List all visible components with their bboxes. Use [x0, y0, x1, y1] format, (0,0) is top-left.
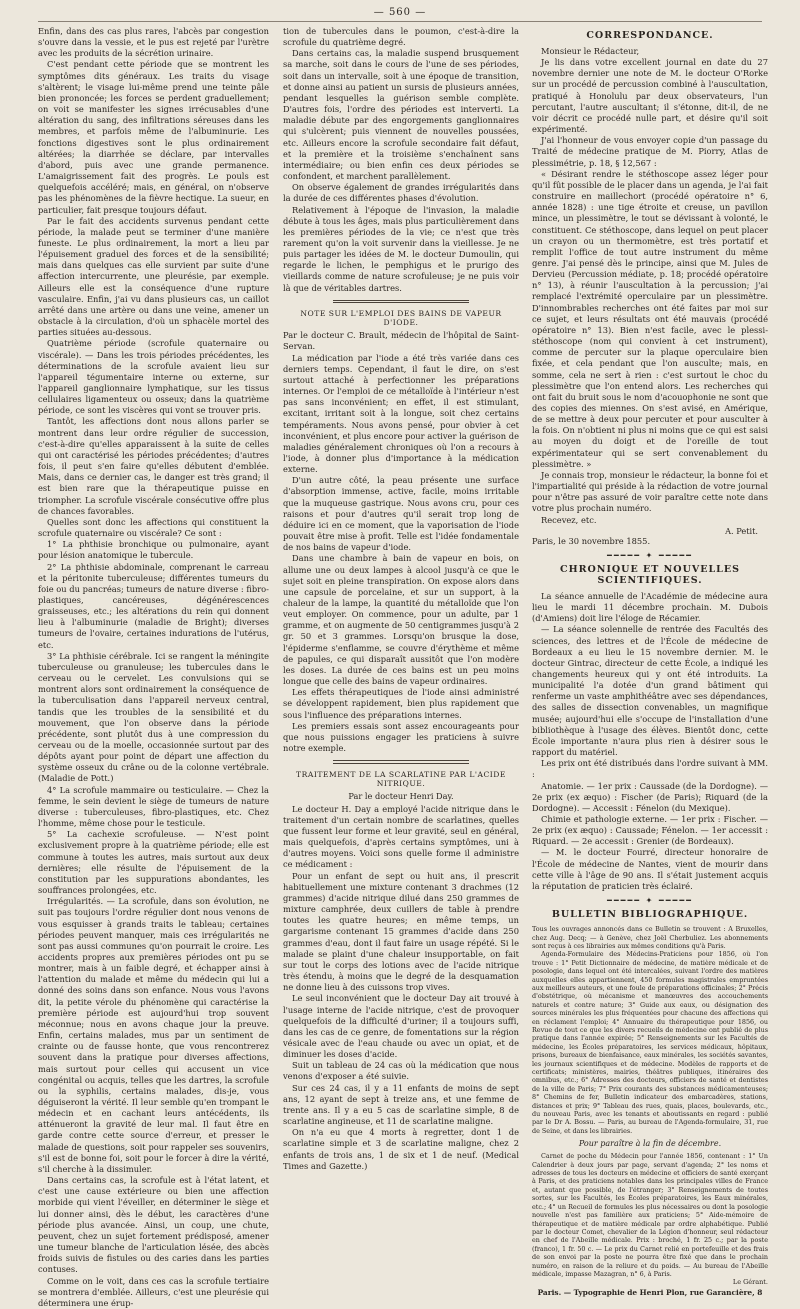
paragraph: Enfin, dans des cas plus rares, l'abcès par congestion s'ouvre dans la vessie, et le pus est rejeté par l'urètre avec les produits de la sécrétion urinaire.: [38, 26, 269, 59]
section-heading-bulletin: BULLETIN BIBLIOGRAPHIQUE.: [551, 909, 749, 921]
paragraph: C'est pendant cette période que se montrent les symptômes dits généraux. Les traits du visage s'altèrent; le visage lui-même prend une teinte pâle bien prononcée; les forces se perdent graduellement; on voit se manifester les signes irrécusables d'une altération du sang, des infiltrations séreuses dans les membres, et parfois même de l'albuminurie. Les fonctions digestives sont le plus ordinairement altérées; la diarrhée se déclare, par intervalles d'abord, puis avec une grande permanence. L'amaigrissement fait des progrès. Le pouls est quelquefois accéléré; mais, en général, on n'observe pas les phénomènes de la fièvre hectique. La sueur, en particulier, fait presque toujours défaut.: [38, 59, 269, 215]
paragraph: Comme on le voit, dans ces cas la scrofule tertiaire se montrera d'emblée. Ailleurs, c'est une pleurésie qui déterminera une érup-: [38, 1275, 269, 1308]
paragraph: Le seul inconvénient que le docteur Day ait trouvé à l'usage interne de l'acide nitrique, c'est de provoquer quelquefois de la difficulté d'uriner; il a toujours suffi, dans les cas de ce genre, de fomentations sur la région vésicale avec de l'eau chaude ou avec un opiat, et de diminuer les doses d'acide.: [283, 993, 519, 1060]
paragraph: Les effets thérapeutiques de l'iode ainsi administré se développent rapidement, bien plus rapidement que sous l'influence des préparations internes.: [283, 687, 519, 720]
paragraph: Je lis dans votre excellent journal en date du 27 novembre dernier une note de M. le docteur O'Rorke sur un procédé de percussion combiné à l'auscultation, pratiqué à Honolulu par deux observateurs, l'un percutant, l'autre auscultant; il s'étonne, dit-il, de ne voir décrit ce procédé nulle part, et désire qu'il soit expérimenté.: [532, 57, 768, 135]
salutation: Monsieur le Rédacteur,: [541, 46, 640, 56]
paragraph: 2° La phthisie abdominale, comprenant le carreau et la péritonite tuberculeuse; différentes tumeurs du foie ou du pancréas; tumeurs de nature diverse : fibro-plastiques, cancéreuses, dégénérescences graisseuses, etc.; les altérations du rein qui donnent lieu à l'albuminurie (maladie de Bright); diverses tumeurs de l'ovaire, certaines indurations de l'utérus, etc.: [38, 561, 269, 650]
article-heading-iode: NOTE SUR L'EMPLOI DES BAINS DE VAPEUR D'IODE.: [300, 309, 502, 328]
paragraph: Tantôt, les affections dont nous allons parler se montrent dans leur ordre régulier de succession, c'est-à-dire qu'elles apparaissent à la suite de celles qui ont caractérisé les périodes précédentes; d'autres fois, il peut s'en faire qu'elles débutent d'emblée. Mais, dans ce dernier cas, le danger est très grand; il est bien rare que la thérapeutique puisse en triompher. La scrofule viscérale consécutive offre plus de chances favorables.: [38, 416, 269, 516]
paragraph: Les premiers essais sont assez encourageants pour que nous puissions engager les praticiens à suivre notre exemple.: [283, 720, 519, 754]
page-number: — 560 —: [373, 7, 427, 18]
closing: Recevez, etc.: [541, 514, 597, 525]
paragraph: On observe également de grandes irrégularités dans la durée de ces différentes phases d'évolution.: [283, 182, 519, 204]
imprint: Paris. — Typographie de Henri Plon, rue Garancière, 8: [537, 1288, 763, 1298]
forthcoming-notice: Pour paraître à la fin de décembre.: [578, 1139, 722, 1149]
paragraph: Dans certains cas, la scrofule est à l'état latent, et c'est une cause extérieure ou bien une affection morbide qui vient l'éveiller, en déterminer le siège et lui donner ainsi, dès le début, les caractères d'une période plus avancée. Ainsi, un coup, une chute, peuvent, chez un sujet fortement prédisposé, amener une tumeur blanche de l'articulation lésée, des abcès froids suivis de fistules ou des caries dans les parties contuses.: [38, 1175, 269, 1275]
paragraph: Je connais trop, monsieur le rédacteur, la bonne foi et l'impartialité qui préside à la rédaction de votre journal pour n'être pas assuré de voir paraître cette note dans votre plus prochain numéro.: [532, 469, 768, 514]
paragraph: — M. le docteur Fourré, directeur honoraire de l'École de médecine de Nantes, vient de mourir dans cette ville à l'âge de 90 ans. Il s'était justement acquis la réputation de praticien très éclairé.: [532, 847, 768, 891]
paragraph: Sur ces 24 cas, il y a 11 enfants de moins de sept ans, 12 ayant de sept à treize ans, et une femme de trente ans. Il y a eu 5 cas de scarlatine simple, 8 de scarlatine angineuse, et 11 de scarlatine maligne.: [283, 1082, 519, 1127]
section-heading-correspondance: CORRESPONDANCE.: [586, 30, 714, 41]
paragraph: D'un autre côté, la peau présente une surface d'absorption immense, active, facile, moins irritable que la muqueuse gastrique. Nous avons cru, pour ces raisons et pour d'autres qu'il serait trop long de déduire ici en ce moment, que la vaporisation de l'iode pouvait être mise à profit. Telle est l'idée fondamentale de nos bains de vapeur d'iode.: [283, 475, 519, 553]
paragraph: 3° La phthisie cérébrale. Ici se rangent la méningite tuberculeuse ou granuleuse; les tubercules dans le cerveau ou le cervelet. Les convulsions qui se montrent alors sont ordinairement la conséquence de la tuberculisation dans l'appareil nerveux central, tandis que les troubles de la sensibilité et du mouvement, que l'on observe dans la période précédente, sont plutôt dus à une compression du cerveau ou de la moelle, occasionnée surtout par des dépôts ayant pour point de départ une affection du système osseux du crâne ou de la colonne vertébrale. (Maladie de Pott.): [38, 650, 269, 784]
section-divider: [333, 300, 470, 304]
paragraph: — La séance solennelle de rentrée des Facultés des sciences, des lettres et de l'École de médecine de Bordeaux a eu lieu le 15 novembre dernier. M. le docteur Gintrac, directeur de cette École, a indiqué les changements heureux qui y ont été introduits. La municipalité l'a dotée d'un grand bâtiment qui renferme un vaste amphithéâtre avec ses dépendances, des salles de dissection convenables, un magnifique musée; aujourd'hui elle s'occupe de l'installation d'une bibliothèque à l'usage des élèves. Bientôt donc, cette École importante n'aura plus rien à désirer sous le rapport du matériel.: [532, 624, 768, 758]
paragraph: On n'a eu que 4 morts à regretter, dont 1 de scarlatine simple et 3 de scarlatine maligne, chez 2 enfants de trois ans, 1 de six et 1 de neuf. (Medical Times and Gazette.): [283, 1127, 519, 1171]
paragraph: La médication par l'iode a été très variée dans ces derniers temps. Cependant, il faut le dire, on s'est surtout attaché à perfectionner les préparations internes. Or l'emploi de ce métalloïde à l'intérieur n'est pas sans inconvénient; en effet, il est stimulant, excitant, irritant soit à la longue, soit chez certains tempéraments. Nous avons pensé, pour obvier à cet inconvénient, et plus encore pour activer la guérison de maladies généralement chroniques où l'on a recours à l'iode, à donner plus d'importance à la médication externe.: [283, 352, 519, 475]
paragraph: Relativement à l'époque de l'invasion, la maladie débute à tous les âges, mais plus particulièrement dans les premières périodes de la vie; ce n'est que très rarement qu'on la voit survenir dans la vieillesse. Je ne puis partager les idées de M. le docteur Dumoulin, qui regarde le lichen, le pemphigus et le prurigo des vieillards comme de nature scrofuleuse; je ne puis voir là que de véritables dartres.: [283, 204, 519, 293]
bulletin-entry: Agenda-Formulaire des Médecins-Praticiens pour 1856, où l'on trouve : 1° Petit Dictionnaire de médecine, de matière médicale et de posologie, dans lequel ont été intercalées, suivant l'ordre des matières auxquelles elles appartiennent, 450 formules magistrales empruntées aux meilleurs auteurs, et une foule de préparations officinales; 2° Précis d'obstétrique, où mécanisme et manœuvres des accouchements naturels et contre nature; 3° Guide aux eaux, ou désignation des sources minérales les plus fréquentées pour chacune des affections qui en réclament l'emploi; 4° Annuaire du thérapeutique pour 1856, ou Revue de tout ce que les divers recueils de médecine ont publié de plus pratique dans l'année expirée; 5° Renseignements sur les Facultés de médecine, les Écoles préparatoires, les services médicaux, hôpitaux, prisons, bureaux de bienfaisance, eaux minérales, les sociétés savantes, les journaux scientifiques et de médecine. Modèles de rapports et de certificats; ministères, mairies, théâtres publiques, itinéraires des omnibus, etc.; 6° Adresses des docteurs, officiers de santé et dentistes de la ville de Paris; 7° Prix courants des substances médicamenteuses; 8° Chemins de fer, Bulletin indicateur des embarcadères, stations, distances et prix; 9° Tableau des rues, quais, places, boulevards, etc., du nouveau Paris, avec les tenants et aboutissants en regard : publié par le Dr A. Bossu. — Paris, au bureau de l'Agenda-formulaire, 31, rue de Seine, et dans les librairies.: [532, 950, 768, 1135]
header-rule: [38, 21, 762, 22]
section-divider: [333, 760, 470, 764]
gerant-label: Le Gérant.: [732, 1278, 768, 1287]
paragraph: La séance annuelle de l'Académie de médecine aura lieu le mardi 11 décembre prochain. M. Dubois (d'Amiens) doit lire l'éloge de Récamier.: [532, 590, 768, 624]
article-byline: Par le docteur C. Brault, médecin de l'hôpital de Saint-Servan.: [283, 330, 519, 352]
paragraph: Par le fait des accidents survenus pendant cette période, la malade peut se terminer d'une manière funeste. Le plus ordinairement, la mort a lieu par l'épuisement graduel des forces et de la sensibilité; mais dans quelques cas elle survient par suite d'une affection intercurrente, une pleurésie, par exemple. Ailleurs elle est la conséquence d'une rupture vasculaire. Enfin, j'ai vu dans plusieurs cas, un caillot arrêté dans une artère ou dans une veine, amener un obstacle à la circulation, d'où un sphacèle mortel des parties situées au-dessous.: [38, 215, 269, 338]
section-heading-chronique: CHRONIQUE ET NOUVELLES SCIENTIFIQUES.: [560, 563, 740, 586]
paragraph: J'ai l'honneur de vous envoyer copie d'un passage du Traité de médecine pratique de M. Piorry, Atlas de plessimétrie, p. 18, § 12,567 :: [532, 135, 768, 168]
paragraph: Anatomie. — 1er prix : Caussade (de la Dordogne). — 2e prix (ex æquo) : Fischer (de Paris); Riquard (de la Dordogne). — Accessit : Fénelon (du Mexique).: [532, 780, 768, 813]
bulletin-entry: Carnet de poche du Médecin pour l'année 1856, contenant : 1° Un Calendrier à deux jours par page, servant d'agenda; 2° les noms et adresses de tous les docteurs en médecine et officiers de santé exerçant à Paris, et des praticiens notables dans les principales villes de France et, autant que possible, de l'étranger; 3° Renseignements de toutes sortes, sur les Facultés, les Écoles préparatoires, les Eaux minérales, etc.; 4° un Recueil de formules les plus nécessaires ou dont la posologie nouvelle n'est pas familière aux praticiens; 5° Aide-mémoire de thérapeutique et de matière médicale par ordre alphabétique. Publié par le docteur Comet, chevalier de la Légion d'honneur, seul rédacteur en chef de l'Abeille médicale. Prix : broché, 1 fr. 25 c.; par la poste (franco), 1 fr. 50 c. — Le prix du Carnet relié en portefeuille et des frais de son envoi par la poste ne pourra être fixé que dans le prochain numéro, en raison de la reliure et du poids. — Au bureau de l'Abeille médicale, impasse Mazagran, n° 6, à Paris.: [532, 1152, 768, 1278]
article-byline: Par le docteur Henri Day.: [348, 790, 454, 801]
column-left: [38, 26, 269, 1309]
article-heading-scarlatine: TRAITEMENT DE LA SCARLATINE PAR L'ACIDE NITRIQUE.: [296, 769, 506, 788]
paragraph: tion de tubercules dans le poumon, c'est-à-dire la scrofule du quatrième degré.: [283, 26, 519, 48]
paragraph: 5° La cachexie scrofuleuse. — N'est point exclusivement propre à la quatrième période; elle est commune à toutes les autres, mais surtout aux deux dernières; elle résulte de l'épuisement de la constitution par les suppurations abondantes, les souffrances prolongées, etc.: [38, 829, 269, 896]
bulletin-intro: Tous les ouvrages annoncés dans ce Bulletin se trouvent : A Bruxelles, chez Aug. Decq; — à Genève, chez Joël Cherbuliez. Les abonnements sont reçus à ces librairies aux mêmes conditions qu'à Paris.: [532, 925, 768, 950]
letter-date: Paris, le 30 novembre 1855.: [532, 535, 651, 546]
paragraph: Quelles sont donc les affections qui constituent la scrofule quaternaire ou viscérale? Ce sont :: [38, 516, 269, 539]
paragraph: Dans certains cas, la maladie suspend brusquement sa marche, soit dans le cours de l'une de ses périodes, soit dans un intervalle, soit à une époque de transition, et donne ainsi au patient un sursis de plusieurs années, pendant lesquelles la guérison semble complète. D'autres fois, l'ordre des périodes est interverti. La maladie débute par des engorgements ganglionnaires qui s'ulcèrent; puis viennent de nouvelles poussées, etc. Ailleurs encore la scrofule secondaire fait défaut, et la première et la troisième s'enchaînent sans intermédiaire; ou bien enfin ces deux périodes se confondent, et marchent parallèlement.: [283, 48, 519, 182]
column-right: [532, 26, 768, 1297]
signature: A. Petit.: [725, 525, 758, 536]
paragraph: Quatrième période (scrofule quaternaire ou viscérale). — Dans les trois périodes précédentes, les déterminations de la scrofule avaient lieu sur l'appareil tégumentaire interne ou externe, sur l'appareil ganglionnaire lymphatique, sur les tissus cellulaires ligamenteux ou osseux; dans la quatrième période, ce sont les viscères qui vont se trouver pris.: [38, 338, 269, 416]
ornament-divider: ━━━━━ ✦ ━━━━━: [607, 896, 693, 906]
paragraph: Les prix ont été distribués dans l'ordre suivant à MM. :: [532, 758, 768, 780]
paragraph: Le docteur H. Day a employé l'acide nitrique dans le traitement d'un certain nombre de scarlatines, quelles que fussent leur forme et leur gravité, seul en général, mais quelquefois, d'après certains symptômes, uni à d'autres moyens. Voici sons quelle forme il administre ce médicament :: [283, 803, 519, 870]
paragraph: Pour un enfant de sept ou huit ans, il prescrit habituellement une mixture contenant 3 drachmes (12 grammes) d'acide nitrique dilué dans 250 grammes de mixture camphrée, deux cuillers de table à prendre toutes les quatre heures; en même temps, un gargarisme contenant 15 grammes d'acide dans 250 grammes d'eau, dont il faut faire un usage répété. Si le malade se plaint d'une chaleur insupportable, on fait sur tout le corps des lotions avec de l'acide nitrique très étendu, à moins que le degré de la desquamation ne donne lieu à des cuissons trop vives.: [283, 870, 519, 993]
paragraph: 1° La phthisie bronchique ou pulmonaire, ayant pour lésion anatomique le tubercule.: [38, 539, 269, 561]
column-middle: [283, 26, 519, 1172]
ornament-divider: ━━━━━ ✦ ━━━━━: [607, 550, 693, 560]
paragraph: « Désirant rendre le stéthoscope assez léger pour qu'il fût possible de le placer dans un agenda, je l'ai fait construire en maillechort (procédé opératoire n° 6, année 1828) : une tige étroite et creuse, un pavillon mince, un plessimètre, le tout se dévissant à volonté, le constituent. Ce stéthoscope, dans lequel on peut placer un crayon ou un thermomètre, est très portatif et remplit l'office de tout autre instrument du même genre. J'ai pensé dès le principe, ainsi que M. Jules de Dervieu (Percussion médiate, p. 18; procédé opératoire n° 13), à réunir l'auscultation à la percussion; j'ai remplacé l'extrémité operculaire par un plessimètre. D'innombrables recherches ont été faites par moi sur ce sujet, et leurs résultats ont été mauvais (procédé opératoire n° 13). Bien n'est facile, avec le plessi-stéthoscope (nom qui convient à cet instrument), comme de percuter sur la plaque operculaire bien fixée, et cela pendant que l'on ausculte; mais, en somme, cela ne sert à rien : c'est surtout le choc du plessimètre que l'on entend alors. Les recherches qui ont fait du bruit sous le nom d'acouophonie ne sont que des copies des miennes. On s'est avisé, en Amérique, de se mettre à deux pour percuter et pour ausculter à la fois. On n'obtient ni plus ni moins que ce qui est saisi au moyen du doigt et de l'oreille de tout expérimentateur qui se sert convenablement du plessimètre. »: [532, 168, 768, 469]
paragraph: Dans une chambre à bain de vapeur en bois, on allume une ou deux lampes à alcool jusqu'à ce que le sujet soit en pleine transpiration. On expose alors dans une capsule de porcelaine, et sur un support, à la chaleur de la lampe, la quantité du métalloïde que l'on veut employer. On commence, pour un adulte, par 1 gramme, et on augmente de 50 centigrammes jusqu'à 2 gr. 50 et 3 grammes. Lorsqu'on brusque la dose, l'épiderme s'enflamme, se couvre d'érythème et même de papules, ce qui disparaît aussitôt que l'on modère les doses. La durée de ces bains est un peu moins longue que celle des bains de vapeur ordinaires.: [283, 553, 519, 687]
paragraph: Irrégularités. — La scrofule, dans son évolution, ne suit pas toujours l'ordre régulier dont nous venons de vous esquisser à grands traits le tableau; certaines périodes peuvent manquer, mais ces irrégularités ne sont pas aussi communes qu'on pourrait le croire. Les accidents propres aux premières périodes ont pu se montrer, mais à un faible degré, et échapper ainsi à l'attention du malade et même du médecin qui lui a donné des soins dans son enfance. Nous vous l'avons dit, la petite vérole du phénomène qui caractérise la première période est aujourd'hui trop souvent méconnue; nous en avons chaque jour la preuve. Enfin, certains malades, mus par un sentiment de crainte ou de fausse honte, que vous rencontrerez souvent dans la pratique pour diverses affections, mais surtout pour celles qui accusent un vice congénital ou acquis, telles que les dartres, la scrofule ou la syphilis, certains malades, dis-je, vous déguiseront la vérité. Il leur semble qu'en trompant le médecin et en cachant leurs antécédents, ils atténueront la gravité de leur mal. Il faut être en garde contre cette source d'erreur, et presser le malade de questions, soit pour rappeler ses souvenirs, s'il est de bonne foi, soit pour le forcer à dire la vérité, s'il cherche à la dissimuler.: [38, 896, 269, 1174]
paragraph: 4° La scrofule mammaire ou testiculaire. — Chez la femme, le sein devient le siège de tumeurs de nature diverse : tuberculeuses, fibro-plastiques, etc. Chez l'homme, même chose pour le testicule.: [38, 784, 269, 829]
paragraph: Chimie et pathologie externe. — 1er prix : Fischer. — 2e prix (ex æquo) : Caussade; Fénelon. — 1er accessit : Riquard. — 2e accessit : Grenier (de Bordeaux).: [532, 814, 768, 847]
paragraph: Suit un tableau de 24 cas où la médication que nous venons d'exposer a été suivie.: [283, 1060, 519, 1082]
